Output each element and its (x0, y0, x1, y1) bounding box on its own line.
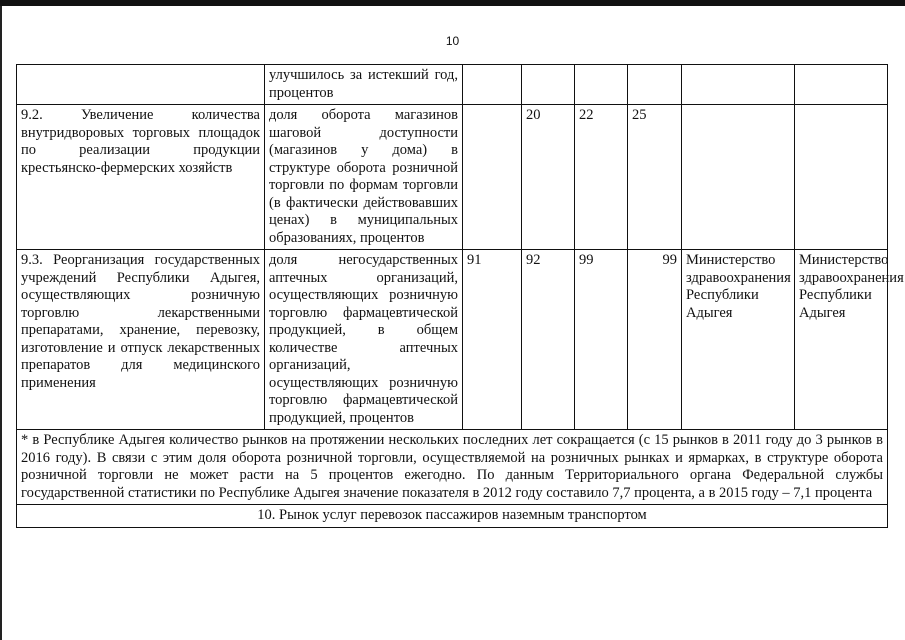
table-row (17, 250, 888, 430)
measures-table (16, 64, 904, 528)
responsible-cell: Министерство здравоохранения Республики Адыгея (795, 250, 888, 430)
value-cell (522, 65, 575, 105)
measure-cell: 9.2. Увеличение количества внутридворовых торговых площадок по реализации продукции крестьянско-фермерских хозяйств (17, 105, 265, 250)
responsible-cell (682, 65, 795, 105)
section-title: 10. Рынок услуг перевозок пассажиров наземным транспортом (17, 505, 888, 528)
value-cell: 99 (575, 250, 628, 430)
indicator-cell: улучшилось за истекший год, процентов (265, 65, 463, 105)
section-header-row (17, 505, 888, 528)
value-cell: 20 (522, 105, 575, 250)
indicator-cell: доля негосударственных аптечных организаций, осуществляющих розничную торговлю фармацевтической продукцией, в общем количестве аптечных организаций, осуществляющих розничную торговлю фармацевтической продукцией, процентов (265, 250, 463, 430)
table-row-continued (17, 65, 888, 105)
page-number: 10 (445, 34, 460, 48)
value-cell (463, 105, 522, 250)
value-cell: 99 (628, 250, 682, 430)
responsible-cell (795, 65, 888, 105)
value-cell: 92 (522, 250, 575, 430)
responsible-cell (795, 105, 888, 250)
value-cell (575, 65, 628, 105)
footnote: * в Республике Адыгея количество рынков на протяжении нескольких последних лет сокращается (с 15 рынков в 2011 году до 3 рынков в 2016 году). В связи с этим доля оборота розничной торговли, осуществляемой на розничных рынках и ярмарках, в структуре оборота розничной торговли не может расти на 5 процентов ежегодно. По данным Территориального органа Федеральной службы государственной статистики по Республике Адыгея значение показателя в 2012 году составило 7,7 процента, а в 2015 году – 7,1 процента (17, 430, 888, 505)
indicator-cell: доля оборота магазинов шаговой доступности (магазинов у дома) в структуре оборота розничной торговли по формам торговли (в фактически действовавших ценах) в муниципальных образованиях, процентов (265, 105, 463, 250)
measure-cell (17, 65, 265, 105)
responsible-cell: Министерство здравоохранения Республики Адыгея (682, 250, 795, 430)
responsible-cell (682, 105, 795, 250)
top-border (0, 0, 905, 6)
value-cell (463, 65, 522, 105)
value-cell: 91 (463, 250, 522, 430)
value-cell: 25 (628, 105, 682, 250)
measure-cell: 9.3. Реорганизация государственных учреждений Республики Адыгея, осуществляющих розничную торговлю лекарственными препаратами, хранение, перевозку, изготовление и отпуск лекарственных препаратов для медицинского применения (17, 250, 265, 430)
footnote-row (17, 430, 888, 505)
table-row (17, 105, 888, 250)
left-edge (0, 6, 2, 640)
value-cell: 22 (575, 105, 628, 250)
value-cell (628, 65, 682, 105)
